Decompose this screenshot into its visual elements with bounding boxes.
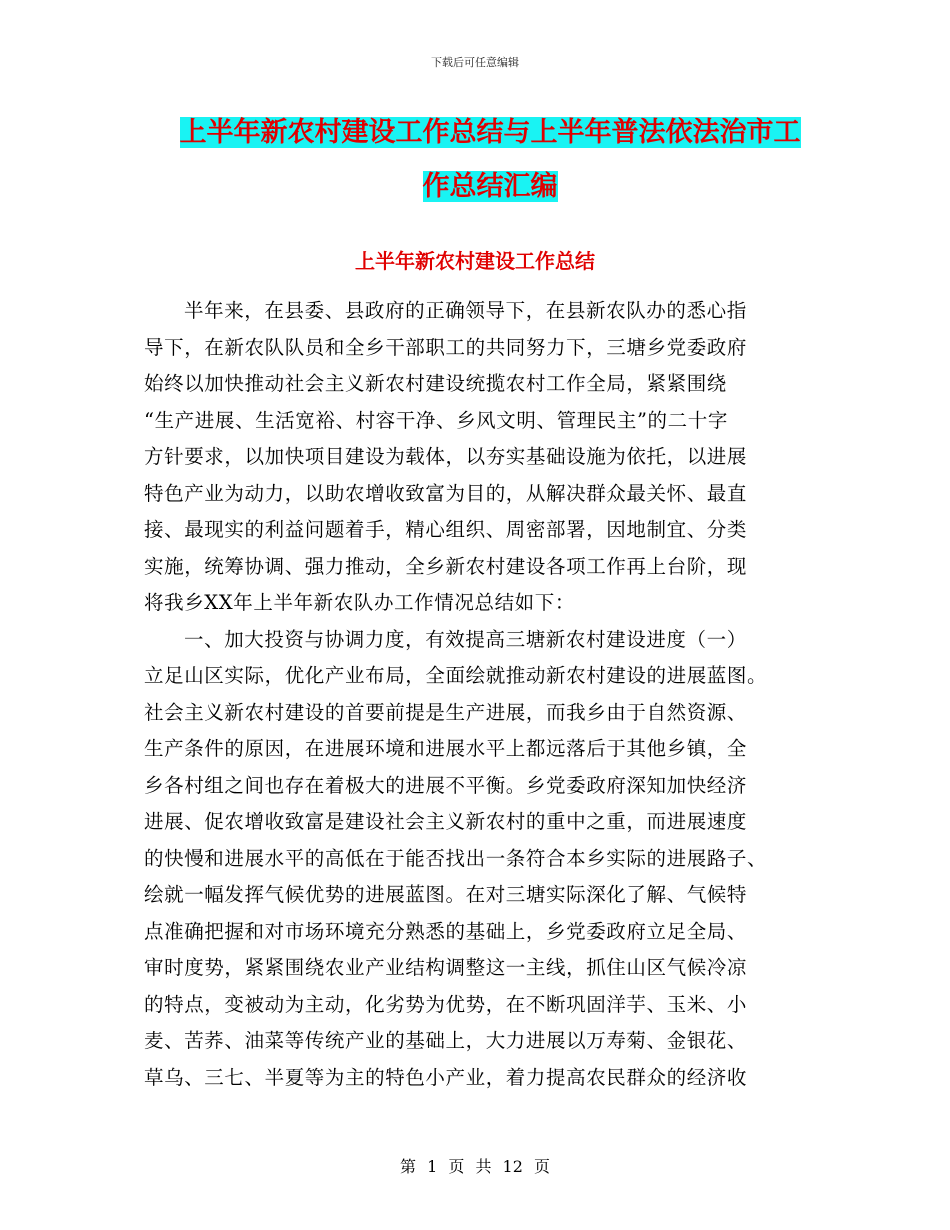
body-line: 绘就一幅发挥气候优势的进展蓝图。在对三塘实际深化了解、气候特	[144, 883, 748, 906]
body-line: 立足山区实际，优化产业布局，全面绘就推动新农村建设的进展蓝图。	[144, 664, 768, 687]
body-line: 乡各村组之间也存在着极大的进展不平衡。乡党委政府深知加快经济	[144, 773, 748, 797]
body-line: 的特点，变被动为主动，化劣势为优势，在不断巩固洋芋、玉米、小	[144, 992, 748, 1016]
body-line: 方针要求，以加快项目建设为载体，以夯实基础设施为依托，以进展	[144, 445, 748, 468]
document-title-line-1: 上半年新农村建设工作总结与上半年普法依法治市工	[179, 117, 801, 148]
document-title	[150, 106, 830, 214]
body-line: “生产进展、生活宽裕、村容干净、乡风文明、管理民主”的二十字	[144, 408, 728, 432]
body-line: 接、最现实的利益问题着手，精心组织、周密部署，因地制宜、分类	[144, 518, 748, 541]
document-body	[144, 293, 824, 1096]
body-line: 实施，统筹协调、强力推动，全乡新农村建设各项工作再上台阶，现	[144, 554, 748, 578]
body-line: 进展、促农增收致富是建设社会主义新农村的重中之重，而进展速度	[144, 810, 748, 833]
body-line: 导下，在新农队队员和全乡干部职工的共同努力下，三塘乡党委政府	[144, 335, 748, 359]
body-line: 点准确把握和对市场环境充分熟悉的基础上，乡党委政府立足全局、	[144, 919, 748, 943]
section-heading: 上半年新农村建设工作总结	[355, 249, 595, 273]
body-line: 始终以加快推动社会主义新农村建设统揽农村工作全局，紧紧围绕	[144, 372, 727, 395]
body-line: 的快慢和进展水平的高低在于能否找出一条符合本乡实际的进展路子、	[144, 846, 768, 870]
body-line: 一、加大投资与协调力度，有效提高三塘新农村建设进度（一）	[184, 627, 747, 651]
page-footer: 第 1 页 共 12 页	[400, 1157, 550, 1176]
body-line: 将我乡XX年上半年新农队办工作情况总结如下：	[144, 591, 575, 614]
body-line: 社会主义新农村建设的首要前提是生产进展，而我乡由于自然资源、	[144, 700, 748, 724]
body-line: 半年来，在县委、县政府的正确领导下，在县新农队办的悉心指	[184, 299, 747, 322]
document-title-line-2: 作总结汇编	[422, 171, 558, 202]
page-header-note: 下载后可任意编辑	[431, 56, 519, 69]
body-line: 草乌、三七、半夏等为主的特色小产业，着力提高农民群众的经济收	[144, 1065, 748, 1089]
body-line: 生产条件的原因，在进展环境和进展水平上都远落后于其他乡镇，全	[144, 737, 748, 760]
body-line: 审时度势，紧紧围绕农业产业结构调整这一主线，抓住山区气候冷凉	[144, 956, 748, 979]
body-line: 麦、苦荞、油菜等传统产业的基础上，大力进展以万寿菊、金银花、	[144, 1029, 748, 1052]
body-line: 特色产业为动力，以助农增收致富为目的，从解决群众最关怀、最直	[144, 481, 748, 505]
